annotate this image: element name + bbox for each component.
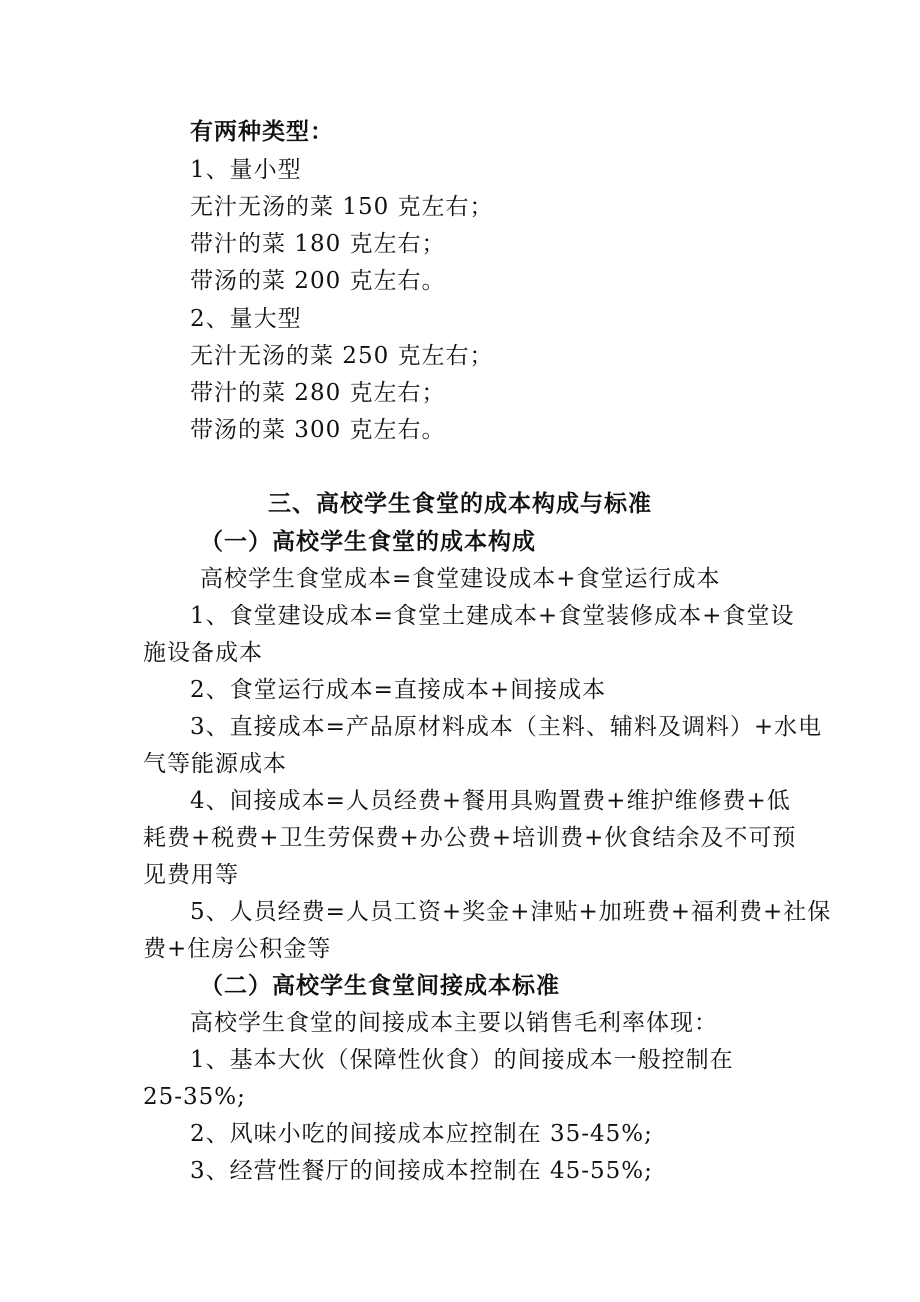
- indirect-item-1-line-1: 1、基本大伙（保障性伙食）的间接成本一般控制在: [190, 1047, 734, 1073]
- cost-item-5-line-2: 费+住房公积金等: [143, 936, 332, 962]
- cost-item-4-line-2: 耗费+税费+卫生劳保费+办公费+培训费+伙食结余及不可预: [143, 825, 797, 851]
- large-item-sauce: 带汁的菜 280 克左右；: [190, 380, 446, 406]
- large-item-soup: 带汤的菜 300 克左右。: [190, 417, 446, 443]
- large-item-no-sauce: 无汁无汤的菜 250 克左右；: [190, 343, 494, 369]
- cost-item-4-line-1: 4、间接成本=人员经费+餐用具购置费+维护维修费+低: [190, 788, 791, 814]
- indirect-item-1-line-2: 25-35%;: [143, 1084, 246, 1110]
- cost-item-4-line-3: 见费用等: [143, 862, 239, 888]
- cost-item-3-line-2: 气等能源成本: [143, 751, 287, 777]
- serving-types-heading: 有两种类型：: [190, 118, 334, 145]
- cost-formula-intro: 高校学生食堂成本=食堂建设成本+食堂运行成本: [200, 566, 721, 592]
- indirect-item-3: 3、经营性餐厅的间接成本控制在 45-55%;: [190, 1158, 653, 1184]
- subsection-2-title: （二）高校学生食堂间接成本标准: [200, 972, 560, 999]
- subsection-1-title: （一）高校学生食堂的成本构成: [200, 528, 536, 555]
- small-item-soup: 带汤的菜 200 克左右。: [190, 268, 446, 294]
- small-item-sauce: 带汁的菜 180 克左右；: [190, 231, 446, 257]
- cost-item-5-line-1: 5、人员经费=人员工资+奖金+津贴+加班费+福利费+社保: [190, 899, 832, 925]
- cost-item-3-line-1: 3、直接成本=产品原材料成本（主料、辅料及调料）+水电: [190, 714, 823, 740]
- indirect-cost-intro: 高校学生食堂的间接成本主要以销售毛利率体现：: [190, 1010, 718, 1036]
- cost-item-2: 2、食堂运行成本=直接成本+间接成本: [190, 677, 607, 703]
- section-3-title: 三、高校学生食堂的成本构成与标准: [268, 490, 652, 517]
- small-type-label: 1、量小型: [190, 157, 302, 183]
- small-item-no-sauce: 无汁无汤的菜 150 克左右；: [190, 194, 494, 220]
- indirect-item-2: 2、风味小吃的间接成本应控制在 35-45%;: [190, 1121, 653, 1147]
- cost-item-1-line-2: 施设备成本: [143, 640, 263, 666]
- large-type-label: 2、量大型: [190, 306, 302, 332]
- cost-item-1-line-1: 1、食堂建设成本=食堂土建成本+食堂装修成本+食堂设: [190, 603, 795, 629]
